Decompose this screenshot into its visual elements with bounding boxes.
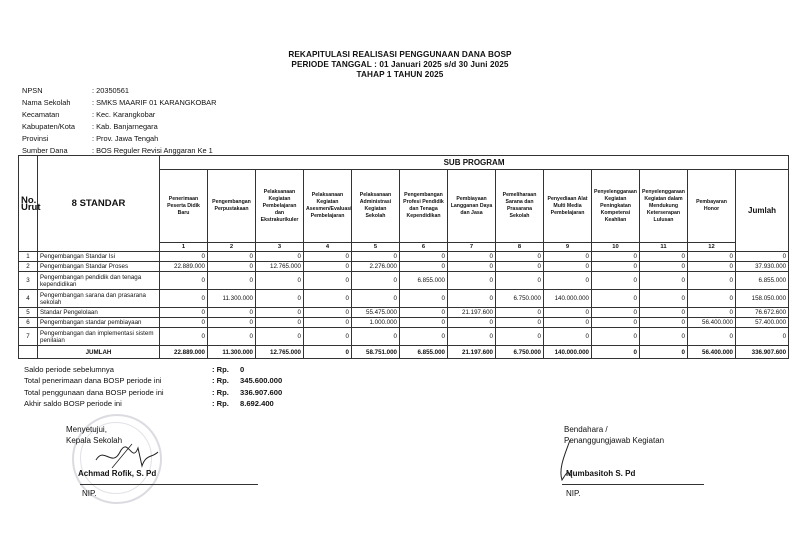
treasurer-name: Mumbasitoh S. Pd — [566, 469, 636, 478]
column-number: 3 — [256, 243, 304, 252]
table-cell: 0 — [640, 262, 688, 272]
table-cell: 12.765.000 — [256, 262, 304, 272]
report-title: REKAPITULASI REALISASI PENGGUNAAN DANA BOSP — [288, 50, 512, 59]
standard-name: Pengembangan sarana dan prasarana sekolah — [38, 290, 160, 308]
table-cell: 0 — [256, 252, 304, 262]
table-cell: 0 — [640, 318, 688, 328]
sub-program-column-header: Pelaksanaan Administrasi Kegiatan Sekolah — [352, 170, 400, 243]
table-cell: 0 — [160, 290, 208, 308]
treasurer-label: Bendahara / — [564, 425, 608, 434]
sub-program-column-header: Pembayaran Honor — [688, 170, 736, 243]
column-number: 10 — [592, 243, 640, 252]
standard-name: Pengembangan Standar Proses — [38, 262, 160, 272]
info-row — [22, 121, 216, 133]
sub-program-column-header: Penerimaan Peserta Didik Baru — [160, 170, 208, 243]
table-cell: 0 — [400, 328, 448, 346]
recap-table — [18, 155, 789, 359]
table-row — [19, 308, 789, 318]
info-row — [22, 109, 216, 121]
table-cell: 140.000.000 — [544, 290, 592, 308]
table-cell: 0 — [256, 328, 304, 346]
row-number: 4 — [19, 290, 38, 308]
info-row — [22, 97, 216, 109]
table-cell: 0 — [400, 308, 448, 318]
total-cell: 0 — [640, 346, 688, 359]
table-row — [19, 272, 789, 290]
column-number: 2 — [208, 243, 256, 252]
balance-summary — [24, 364, 282, 410]
table-cell: 0 — [448, 328, 496, 346]
headmaster-title: Kepala Sekolah — [66, 436, 123, 445]
sub-program-column-header: Pemeliharaan Sarana dan Prasarana Sekolah — [496, 170, 544, 243]
column-number: 8 — [496, 243, 544, 252]
info-row — [22, 85, 216, 97]
table-cell: 0 — [688, 328, 736, 346]
sub-program-header: SUB PROGRAM — [160, 156, 789, 170]
table-cell: 0 — [688, 252, 736, 262]
standard-name: Pengembangan Standar Isi — [38, 252, 160, 262]
row-number: 5 — [19, 308, 38, 318]
grand-total: 336.907.600 — [736, 346, 789, 359]
row-number: 7 — [19, 328, 38, 346]
info-value: : BOS Reguler Revisi Anggaran Ke 1 — [92, 146, 213, 156]
table-cell: 2.276.000 — [352, 262, 400, 272]
table-cell: 0 — [592, 328, 640, 346]
treasurer-signature-line — [562, 484, 704, 485]
sub-program-column-header: Pelaksanaan Kegiatan Pembelajaran dan Ekstrakurikuler — [256, 170, 304, 243]
standard-name: Pengembangan dan implementasi sistem penilaian — [38, 328, 160, 346]
table-cell: 0 — [496, 252, 544, 262]
info-label: Nama Sekolah — [22, 98, 71, 108]
jumlah-header: Jumlah — [736, 170, 789, 252]
summary-value: 336.907.600 — [240, 387, 283, 397]
total-cell: 0 — [592, 346, 640, 359]
table-cell: 0 — [208, 308, 256, 318]
standard-name: Standar Pengelolaan — [38, 308, 160, 318]
standard-name: Pengembangan pendidik dan tenaga kependidikan — [38, 272, 160, 290]
table-row — [19, 328, 789, 346]
summary-row — [24, 375, 282, 386]
table-cell: 0 — [160, 318, 208, 328]
total-cell: 11.300.000 — [208, 346, 256, 359]
table-row — [19, 262, 789, 272]
total-label: JUMLAH — [38, 346, 160, 359]
table-cell: 55.475.000 — [352, 308, 400, 318]
approval-label: Menyetujui, — [66, 425, 107, 434]
table-cell: 21.197.600 — [448, 308, 496, 318]
column-number: 11 — [640, 243, 688, 252]
column-number: 6 — [400, 243, 448, 252]
treasurer-title: Penanggungjawab Kegiatan — [564, 436, 665, 445]
info-value: : Prov. Jawa Tengah — [92, 134, 159, 144]
total-cell: 6.750.000 — [496, 346, 544, 359]
info-label: Kabupaten/Kota — [22, 122, 76, 132]
table-cell: 0 — [640, 272, 688, 290]
sub-program-column-header: Penyediaan Alat Multi Media Pembelajaran — [544, 170, 592, 243]
summary-value: 345.600.000 — [240, 376, 283, 386]
table-cell: 0 — [160, 328, 208, 346]
table-cell: 0 — [448, 290, 496, 308]
row-total: 37.930.000 — [736, 262, 789, 272]
row-number: 3 — [19, 272, 38, 290]
table-cell: 0 — [160, 272, 208, 290]
summary-value: 0 — [240, 365, 245, 374]
total-cell: 140.000.000 — [544, 346, 592, 359]
standard-name: Pengembangan standar pembiayaan — [38, 318, 160, 328]
summary-label: Akhir saldo BOSP periode ini — [24, 399, 122, 409]
table-cell: 0 — [640, 328, 688, 346]
sub-program-column-header: Penyelenggaraan Kegiatan Peningkatan Kompetensi Keahlian — [592, 170, 640, 243]
table-cell: 0 — [496, 262, 544, 272]
headmaster-nip: NIP. — [82, 489, 97, 498]
total-cell: 12.765.000 — [256, 346, 304, 359]
info-label: Sumber Dana — [22, 146, 68, 156]
column-number: 5 — [352, 243, 400, 252]
table-cell: 0 — [640, 252, 688, 262]
table-cell: 0 — [688, 308, 736, 318]
summary-label: Saldo periode sebelumnya — [24, 365, 114, 374]
table-cell: 0 — [304, 272, 352, 290]
table-cell: 0 — [304, 328, 352, 346]
sub-program-column-header: Penyelenggaraan Kegiatan dalam Mendukung Keterserapan Lulusan — [640, 170, 688, 243]
table-cell: 0 — [640, 308, 688, 318]
table-cell: 6.750.000 — [496, 290, 544, 308]
sub-program-column-header: Pelaksanaan Kegiatan Asesmen/Evaluasi Pembelajaran — [304, 170, 352, 243]
table-cell: 0 — [304, 290, 352, 308]
table-cell: 22.889.000 — [160, 262, 208, 272]
table-cell: 0 — [256, 308, 304, 318]
table-cell: 0 — [352, 328, 400, 346]
table-cell: 0 — [592, 308, 640, 318]
row-total: 6.855.000 — [736, 272, 789, 290]
table-cell: 0 — [496, 328, 544, 346]
row-number: 6 — [19, 318, 38, 328]
row-total: 57.400.000 — [736, 318, 789, 328]
table-cell: 0 — [208, 252, 256, 262]
summary-value: 8.692.400 — [240, 399, 274, 409]
column-number: 12 — [688, 243, 736, 252]
table-cell: 0 — [544, 252, 592, 262]
table-cell: 56.400.000 — [688, 318, 736, 328]
table-cell: 0 — [544, 318, 592, 328]
info-row — [22, 133, 216, 145]
table-cell: 0 — [208, 318, 256, 328]
summary-label: Total penerimaan dana BOSP periode ini — [24, 376, 162, 386]
table-cell: 0 — [256, 272, 304, 290]
row-total: 76.672.600 — [736, 308, 789, 318]
table-cell: 0 — [304, 318, 352, 328]
summary-currency: : Rp. — [212, 399, 229, 409]
table-cell: 0 — [592, 318, 640, 328]
table-cell: 0 — [160, 252, 208, 262]
total-cell: 58.751.000 — [352, 346, 400, 359]
table-cell: 0 — [496, 272, 544, 290]
info-label: NPSN — [22, 86, 43, 95]
column-number: 7 — [448, 243, 496, 252]
sub-program-column-header: Pembiayaan Langganan Daya dan Jasa — [448, 170, 496, 243]
sub-program-column-header: Pengembangan Profesi Pendidik dan Tenaga Kependidikan — [400, 170, 448, 243]
total-row — [19, 346, 789, 359]
table-cell: 0 — [448, 272, 496, 290]
sub-program-column-header: Pengembangan Perpustakaan — [208, 170, 256, 243]
table-cell: 0 — [352, 272, 400, 290]
table-cell: 0 — [688, 290, 736, 308]
table-cell: 0 — [544, 308, 592, 318]
total-row-spacer — [19, 346, 38, 359]
summary-currency: : Rp. — [212, 365, 229, 374]
table-cell: 0 — [208, 272, 256, 290]
row-total: 158.050.000 — [736, 290, 789, 308]
table-cell: 0 — [160, 308, 208, 318]
table-cell: 0 — [592, 252, 640, 262]
table-cell: 1.000.000 — [352, 318, 400, 328]
table-cell: 0 — [496, 308, 544, 318]
info-label: Kecamatan — [22, 110, 60, 120]
summary-row — [24, 364, 282, 375]
table-cell: 0 — [688, 272, 736, 290]
info-label: Provinsi — [22, 134, 49, 144]
report-period: PERIODE TANGGAL : 01 Januari 2025 s/d 30 Juni 2025 — [291, 60, 509, 69]
row-number: 2 — [19, 262, 38, 272]
table-cell: 0 — [400, 262, 448, 272]
table-row — [19, 318, 789, 328]
no-urut-header: No. Urut — [19, 156, 38, 252]
row-total: 0 — [736, 328, 789, 346]
table-cell: 0 — [496, 318, 544, 328]
total-cell: 56.400.000 — [688, 346, 736, 359]
total-cell: 0 — [304, 346, 352, 359]
table-cell: 0 — [304, 252, 352, 262]
table-row — [19, 252, 789, 262]
column-number: 4 — [304, 243, 352, 252]
school-info — [22, 85, 216, 158]
standar-header: 8 STANDAR — [38, 156, 160, 252]
table-cell: 0 — [304, 308, 352, 318]
table-cell: 0 — [304, 262, 352, 272]
table-cell: 0 — [688, 262, 736, 272]
table-cell: 0 — [256, 318, 304, 328]
total-cell: 22.889.000 — [160, 346, 208, 359]
table-row — [19, 290, 789, 308]
table-cell: 0 — [448, 318, 496, 328]
row-number: 1 — [19, 252, 38, 262]
table-cell: 0 — [544, 262, 592, 272]
table-cell: 0 — [400, 252, 448, 262]
table-cell: 0 — [592, 272, 640, 290]
table-cell: 11.300.000 — [208, 290, 256, 308]
table-cell: 0 — [448, 252, 496, 262]
headmaster-name: Achmad Rofik, S. Pd — [78, 469, 157, 478]
table-cell: 0 — [592, 290, 640, 308]
table-cell: 0 — [352, 290, 400, 308]
headmaster-signature-line — [80, 484, 258, 485]
row-total: 0 — [736, 252, 789, 262]
summary-currency: : Rp. — [212, 387, 229, 397]
table-cell: 0 — [400, 290, 448, 308]
info-value: : Kec. Karangkobar — [92, 110, 156, 120]
table-cell: 0 — [640, 290, 688, 308]
table-cell: 0 — [352, 252, 400, 262]
table-cell: 0 — [256, 290, 304, 308]
table-cell: 0 — [208, 262, 256, 272]
summary-row — [24, 398, 282, 409]
table-cell: 0 — [544, 272, 592, 290]
table-cell: 0 — [208, 328, 256, 346]
total-cell: 21.197.600 — [448, 346, 496, 359]
table-cell: 6.855.000 — [400, 272, 448, 290]
table-cell: 0 — [544, 328, 592, 346]
total-cell: 6.855.000 — [400, 346, 448, 359]
report-stage: TAHAP 1 TAHUN 2025 — [356, 70, 444, 79]
info-value: : SMKS MAARIF 01 KARANGKOBAR — [92, 98, 217, 108]
info-value: : Kab. Banjarnegara — [92, 122, 158, 132]
info-value: : 20350561 — [92, 86, 129, 95]
summary-currency: : Rp. — [212, 376, 229, 386]
table-cell: 0 — [448, 262, 496, 272]
summary-row — [24, 387, 282, 398]
treasurer-nip: NIP. — [566, 489, 581, 498]
column-number: 1 — [160, 243, 208, 252]
table-cell: 0 — [592, 262, 640, 272]
column-number: 9 — [544, 243, 592, 252]
summary-label: Total penggunaan dana BOSP periode ini — [24, 387, 164, 397]
table-cell: 0 — [400, 318, 448, 328]
